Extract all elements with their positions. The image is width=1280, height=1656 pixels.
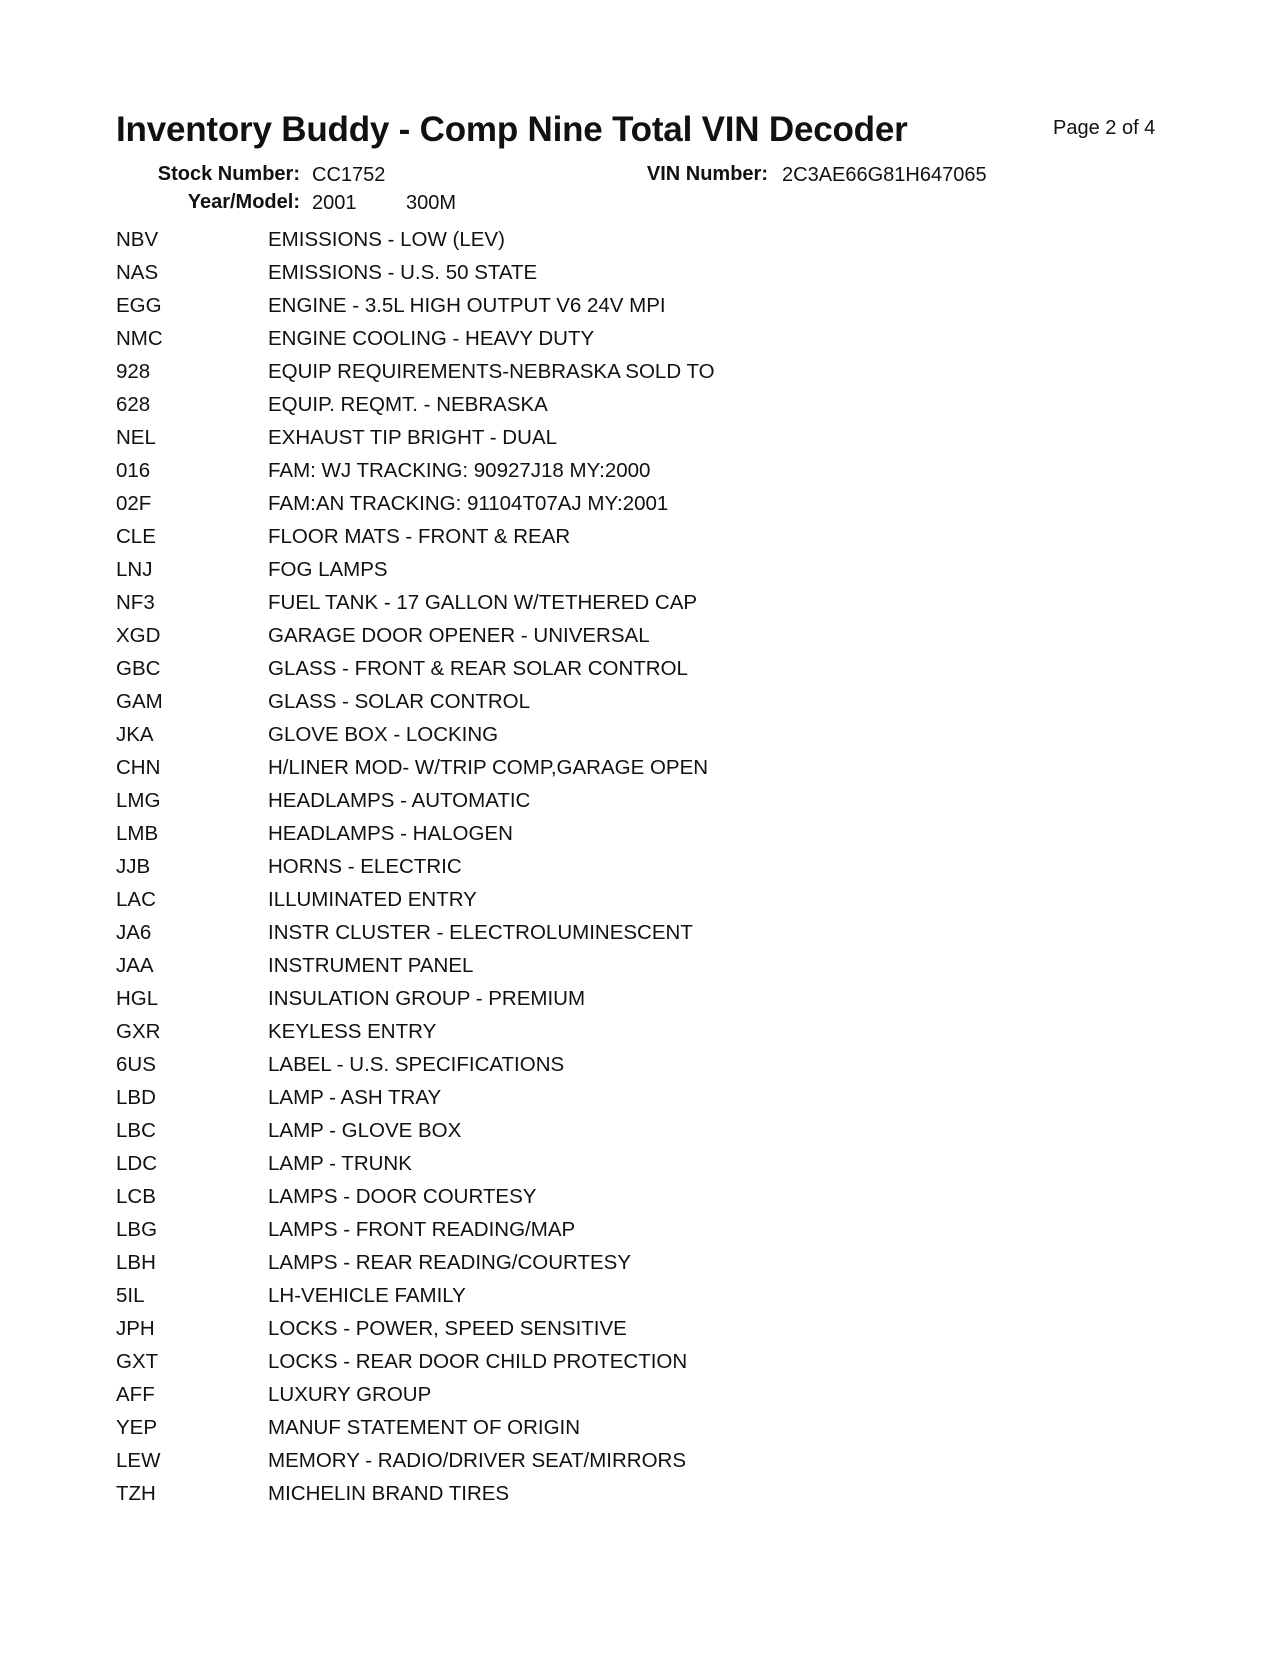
option-code: LBH <box>116 1251 156 1274</box>
option-code: LMB <box>116 822 159 845</box>
option-row <box>116 1449 1016 1482</box>
option-code: 6US <box>116 1053 156 1076</box>
option-code: LBC <box>116 1119 156 1142</box>
option-description: LAMP - TRUNK <box>268 1152 412 1175</box>
option-description: ENGINE - 3.5L HIGH OUTPUT V6 24V MPI <box>268 294 666 317</box>
option-row <box>116 723 1016 756</box>
option-row <box>116 756 1016 789</box>
option-code: GXT <box>116 1350 159 1373</box>
option-code: JA6 <box>116 921 152 944</box>
option-description: GARAGE DOOR OPENER - UNIVERSAL <box>268 624 650 647</box>
option-description: EMISSIONS - LOW (LEV) <box>268 228 505 251</box>
option-code: CLE <box>116 525 156 548</box>
option-row <box>116 492 1016 525</box>
vin-number-label: VIN Number: <box>646 163 768 185</box>
option-code: 016 <box>116 459 151 482</box>
stock-number-value: CC1752 <box>312 164 386 186</box>
option-code: CHN <box>116 756 161 779</box>
option-row <box>116 987 1016 1020</box>
option-description: H/LINER MOD- W/TRIP COMP,GARAGE OPEN <box>268 756 709 779</box>
option-description: LOCKS - REAR DOOR CHILD PROTECTION <box>268 1350 688 1373</box>
option-description: LAMPS - FRONT READING/MAP <box>268 1218 576 1241</box>
option-code: AFF <box>116 1383 155 1406</box>
option-row <box>116 789 1016 822</box>
option-row <box>116 1416 1016 1449</box>
option-description: LH-VEHICLE FAMILY <box>268 1284 466 1307</box>
option-code: NAS <box>116 261 159 284</box>
option-code: 928 <box>116 360 151 383</box>
option-row <box>116 426 1016 459</box>
option-row <box>116 327 1016 360</box>
option-description: FOG LAMPS <box>268 558 388 581</box>
option-description: EXHAUST TIP BRIGHT - DUAL <box>268 426 557 449</box>
option-description: LUXURY GROUP <box>268 1383 432 1406</box>
option-description: HEADLAMPS - AUTOMATIC <box>268 789 531 812</box>
option-row <box>116 459 1016 492</box>
option-row <box>116 1317 1016 1350</box>
option-code: 02F <box>116 492 152 515</box>
option-row <box>116 855 1016 888</box>
option-row <box>116 690 1016 723</box>
option-row <box>116 228 1016 261</box>
option-row <box>116 921 1016 954</box>
option-code: 628 <box>116 393 151 416</box>
option-description: GLOVE BOX - LOCKING <box>268 723 499 746</box>
option-code: NEL <box>116 426 156 449</box>
option-code: JPH <box>116 1317 155 1340</box>
option-row <box>116 954 1016 987</box>
option-description: LAMPS - REAR READING/COURTESY <box>268 1251 631 1274</box>
option-description: KEYLESS ENTRY <box>268 1020 437 1043</box>
option-row <box>116 1383 1016 1416</box>
option-row <box>116 1086 1016 1119</box>
option-description: INSULATION GROUP - PREMIUM <box>268 987 586 1010</box>
option-code: GBC <box>116 657 161 680</box>
option-description: MICHELIN BRAND TIRES <box>268 1482 510 1505</box>
option-description: INSTRUMENT PANEL <box>268 954 474 977</box>
option-description: MANUF STATEMENT OF ORIGIN <box>268 1416 581 1439</box>
option-code: HGL <box>116 987 159 1010</box>
option-description: HEADLAMPS - HALOGEN <box>268 822 513 845</box>
option-code: TZH <box>116 1482 156 1505</box>
option-description: LOCKS - POWER, SPEED SENSITIVE <box>268 1317 627 1340</box>
option-description: EMISSIONS - U.S. 50 STATE <box>268 261 538 284</box>
option-row <box>116 1185 1016 1218</box>
option-row <box>116 1119 1016 1152</box>
option-code: JKA <box>116 723 154 746</box>
option-row <box>116 1218 1016 1251</box>
option-row <box>116 1053 1016 1086</box>
option-code: LNJ <box>116 558 153 581</box>
option-row <box>116 1152 1016 1185</box>
option-code: LMG <box>116 789 161 812</box>
option-description: MEMORY - RADIO/DRIVER SEAT/MIRRORS <box>268 1449 687 1472</box>
option-code: NMC <box>116 327 163 350</box>
option-code: JAA <box>116 954 154 977</box>
option-code: GAM <box>116 690 163 713</box>
option-description: HORNS - ELECTRIC <box>268 855 462 878</box>
option-row <box>116 558 1016 591</box>
option-code: YEP <box>116 1416 158 1439</box>
option-row <box>116 1482 1016 1515</box>
option-code: LDC <box>116 1152 158 1175</box>
option-row <box>116 591 1016 624</box>
option-description: INSTR CLUSTER - ELECTROLUMINESCENT <box>268 921 693 944</box>
option-row <box>116 1284 1016 1317</box>
option-row <box>116 1020 1016 1053</box>
year-value: 2001 <box>312 192 357 214</box>
option-row <box>116 393 1016 426</box>
option-description: EQUIP. REQMT. - NEBRASKA <box>268 393 548 416</box>
option-row <box>116 525 1016 558</box>
year-model-label: Year/Model: <box>187 191 300 213</box>
option-row <box>116 1251 1016 1284</box>
page-number: Page 2 of 4 <box>1053 117 1156 139</box>
option-code: LCB <box>116 1185 156 1208</box>
option-description: ILLUMINATED ENTRY <box>268 888 477 911</box>
option-description: LAMP - GLOVE BOX <box>268 1119 462 1142</box>
option-row <box>116 657 1016 690</box>
stock-number-label: Stock Number: <box>157 163 300 185</box>
option-code: 5IL <box>116 1284 145 1307</box>
vin-number-value: 2C3AE66G81H647065 <box>782 164 987 186</box>
option-code: NF3 <box>116 591 155 614</box>
option-code-list <box>116 228 1016 1515</box>
option-code: EGG <box>116 294 162 317</box>
option-code: XGD <box>116 624 161 647</box>
option-row <box>116 360 1016 393</box>
option-row <box>116 1350 1016 1383</box>
option-row <box>116 294 1016 327</box>
model-value: 300M <box>406 192 457 214</box>
option-description: FAM:AN TRACKING: 91104T07AJ MY:2001 <box>268 492 669 515</box>
option-description: FLOOR MATS - FRONT & REAR <box>268 525 571 548</box>
option-description: FUEL TANK - 17 GALLON W/TETHERED CAP <box>268 591 698 614</box>
option-description: EQUIP REQUIREMENTS-NEBRASKA SOLD TO <box>268 360 715 383</box>
option-description: LAMPS - DOOR COURTESY <box>268 1185 537 1208</box>
option-description: GLASS - SOLAR CONTROL <box>268 690 531 713</box>
option-description: FAM: WJ TRACKING: 90927J18 MY:2000 <box>268 459 651 482</box>
option-code: LEW <box>116 1449 161 1472</box>
option-description: LABEL - U.S. SPECIFICATIONS <box>268 1053 565 1076</box>
option-code: LAC <box>116 888 156 911</box>
option-row <box>116 822 1016 855</box>
option-code: NBV <box>116 228 159 251</box>
option-description: LAMP - ASH TRAY <box>268 1086 442 1109</box>
option-code: LBG <box>116 1218 158 1241</box>
option-code: GXR <box>116 1020 161 1043</box>
option-description: GLASS - FRONT & REAR SOLAR CONTROL <box>268 657 688 680</box>
option-code: JJB <box>116 855 151 878</box>
option-row <box>116 261 1016 294</box>
option-row <box>116 888 1016 921</box>
page-title: Inventory Buddy - Comp Nine Total VIN Decoder <box>116 110 908 149</box>
option-code: LBD <box>116 1086 156 1109</box>
option-row <box>116 624 1016 657</box>
option-description: ENGINE COOLING - HEAVY DUTY <box>268 327 595 350</box>
